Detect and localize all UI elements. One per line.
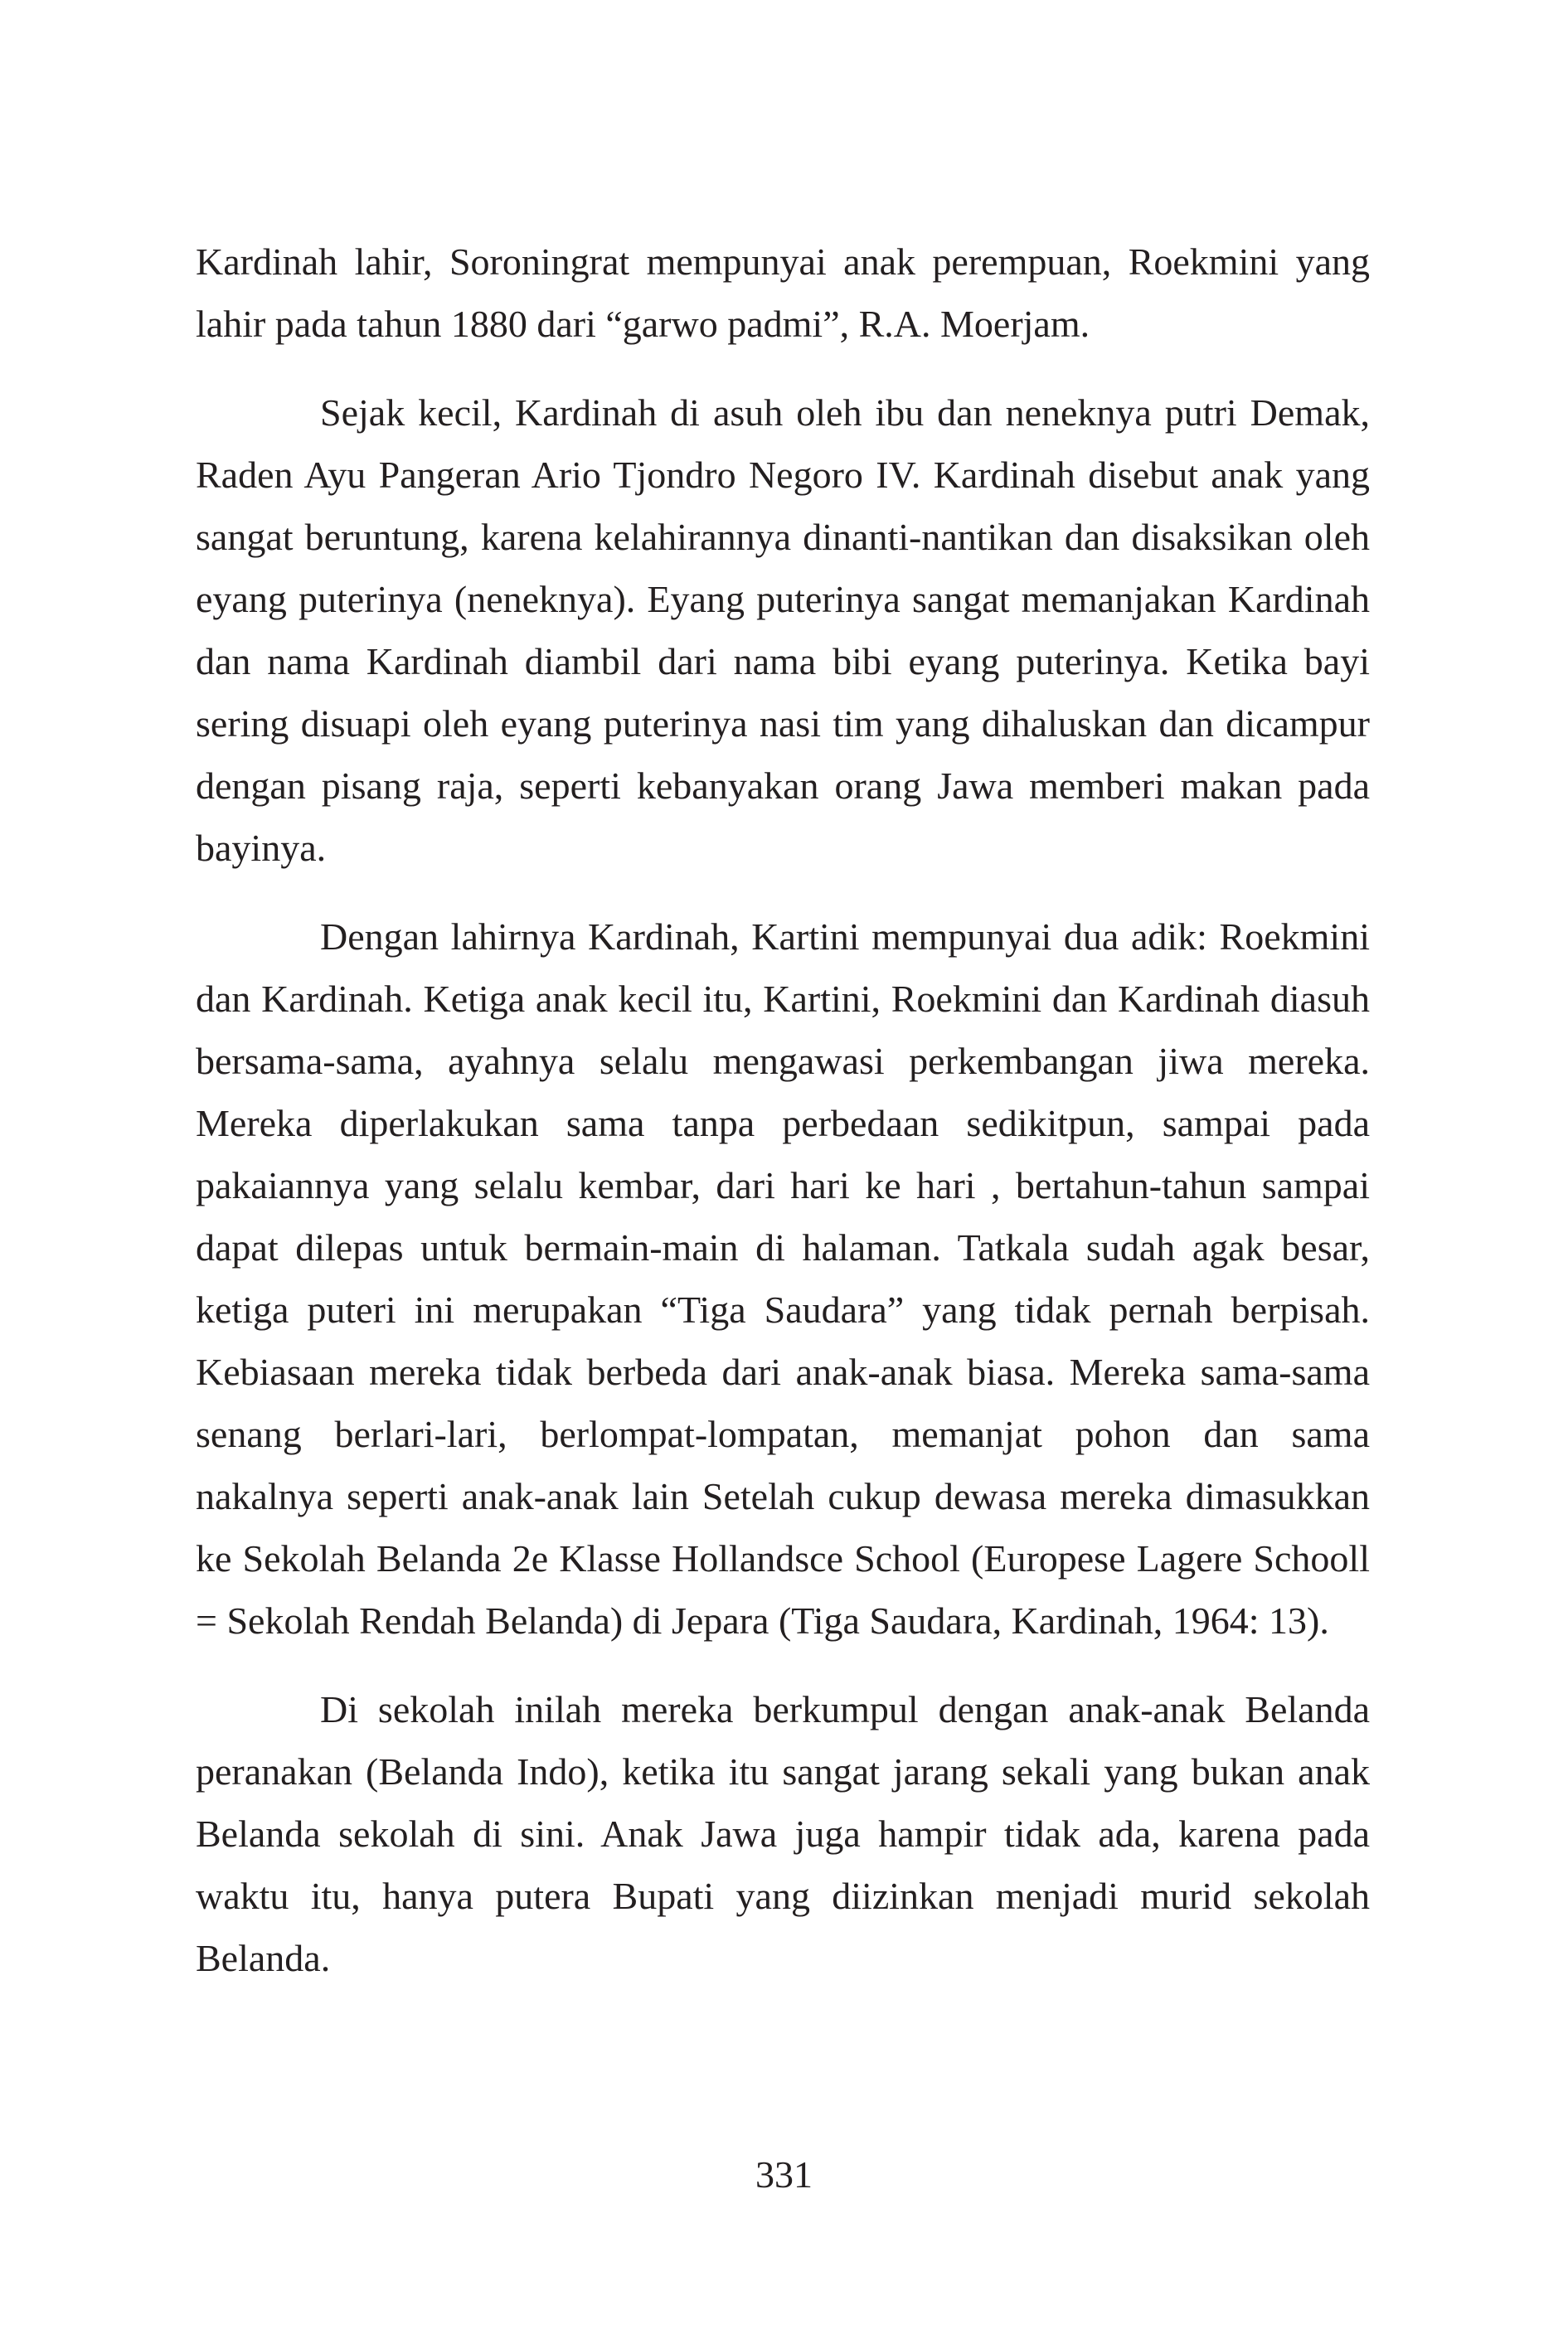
paragraph-dutch-school: Di sekolah inilah mereka berkumpul dengan anak-anak Belanda peranakan (Belanda Indo), ketika itu sangat jarang sekali yang bukan anak Belanda sekolah di sini. Anak Jawa juga hampir tidak ada, karena pada waktu itu, hanya putera Bupati yang diizinkan menjadi murid sekolah Belanda.: [196, 1688, 1370, 1979]
paragraph-childhood: Sejak kecil, Kardinah di asuh oleh ibu dan neneknya putri Demak, Raden Ayu Pangeran Ario Tjondro Negoro IV. Kardinah disebut anak yang sangat beruntung, karena kelahirannya dinanti-nantikan dan disaksikan oleh eyang puterinya (neneknya). Eyang puterinya sangat memanjakan Kardinah dan nama Kardinah diambil dari nama bibi eyang puterinya. Ketika bayi sering disuapi oleh eyang puterinya nasi tim yang dihaluskan dan dicampur dengan pisang raja, seperti kebanyakan orang Jawa memberi makan pada bayinya.: [196, 391, 1370, 869]
page-number: 331: [755, 2153, 813, 2196]
paragraph-three-sisters: Dengan lahirnya Kardinah, Kartini mempunyai dua adik: Roekmini dan Kardinah. Ketiga anak kecil itu, Kartini, Roekmini dan Kardinah diasuh bersama-sama, ayahnya selalu mengawasi perkembangan jiwa mereka. Mereka diperlakukan sama tanpa perbedaan sedikitpun, sampai pada pakaiannya yang selalu kembar, dari hari ke hari , bertahun-tahun sampai dapat dilepas untuk bermain-main di halaman. Tatkala sudah agak besar, ketiga puteri ini merupakan “Tiga Saudara” yang tidak pernah berpisah. Kebiasaan mereka tidak berbeda dari anak-anak biasa. Mereka sama-sama senang berlari-lari, berlompat-lompatan, memanjat pohon dan sama nakalnya seperti anak-anak lain Setelah cukup dewasa mereka dimasukkan ke Sekolah Belanda 2e Klasse Hollandsce School (Europese Lagere Schooll = Sekolah Rendah Belanda) di Jepara (Tiga Saudara, Kardinah, 1964: 13).: [196, 915, 1370, 1642]
page-body: [196, 231, 1370, 2016]
paragraph-continued: Kardinah lahir, Soroningrat mempunyai anak perempuan, Roekmini yang lahir pada tahun 1880 dari “garwo padmi”, R.A. Moerjam.: [196, 240, 1370, 345]
